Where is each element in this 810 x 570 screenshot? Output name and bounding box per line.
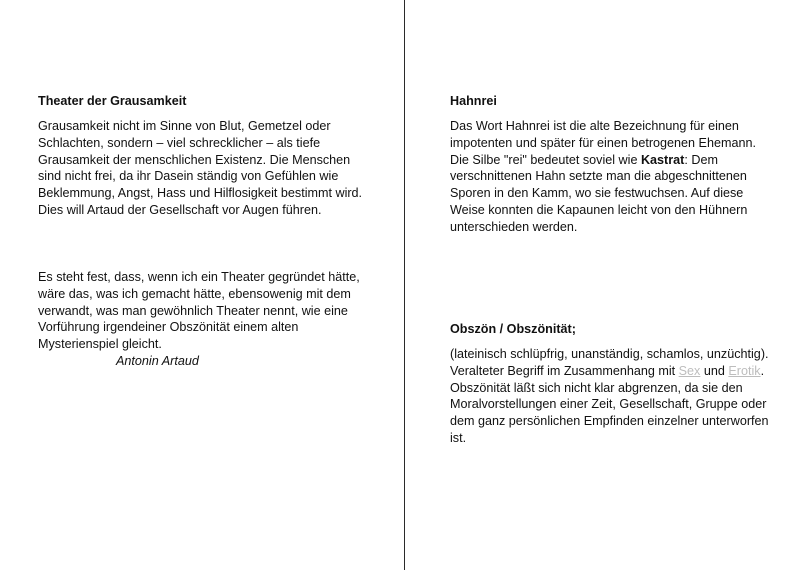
kastrat-keyword: Kastrat bbox=[640, 152, 685, 167]
erotik-link[interactable]: Erotik bbox=[728, 363, 761, 378]
obszoen-text-2: . Obszönität läßt sich nicht klar abgrenzen, da sie den Moralvorstellungen einer Zeit, Gesellschaft, Gruppe oder dem ganz persönlichen Empfinden einzelner unterworfen ist. bbox=[450, 363, 769, 445]
hahnrei-text-1: Das Wort Hahnrei ist die alte Bezeichnung für einen impotenten und später für einen betrogenen Ehemann. Die Silbe "rei" bedeutet soviel wie bbox=[450, 119, 756, 167]
hahnrei-paragraph bbox=[450, 118, 775, 236]
left-column bbox=[38, 0, 373, 570]
obszoen-text-1: (lateinisch schlüpfrig, unanständig, schamlos, unzüchtig). Veralteter Begriff im Zusammenhang mit bbox=[450, 347, 769, 378]
quote-block bbox=[38, 269, 373, 370]
sex-link[interactable]: Sex bbox=[678, 363, 701, 378]
obszoen-heading: Obszön / Obszönität; bbox=[450, 322, 576, 336]
hahnrei-heading: Hahnrei bbox=[450, 94, 497, 108]
left-heading: Theater der Grausamkeit bbox=[38, 94, 187, 108]
quote-author: Antonin Artaud bbox=[116, 353, 199, 368]
hahnrei-text-2: : Dem verschnittenen Hahn setzte man die abgeschnittenen Sporen in den Kamm, wo sie festwuchsen. Auf diese Weise konnten die Kapaunen leicht von den Hühnern unterschieden werden. bbox=[450, 152, 748, 234]
obszoen-text-mid: und bbox=[700, 363, 729, 378]
quote-text: Es steht fest, dass, wenn ich ein Theater gegründet hätte, wäre das, was ich gemacht hätte, ebensowenig mit dem verwandt, was man gewöhnlich Theater nennt, wie eine Vorführung irgendeiner Obszönität einem alten Mysterienspiel gleicht. bbox=[38, 270, 360, 352]
right-column bbox=[450, 0, 775, 570]
column-divider bbox=[404, 0, 405, 570]
obszoen-paragraph bbox=[450, 346, 775, 447]
left-paragraph: Grausamkeit nicht im Sinne von Blut, Gemetzel oder Schlachten, sondern – viel schrecklicher – als tiefe Grausamkeit der menschlichen Existenz. Die Menschen sind nicht frei, da ihr Dasein ständig von Gefühlen wie Beklemmung, Angst, Hass und Hilflosigkeit bestimmt wird. Dies will Artaud der Gesellschaft vor Augen führen. bbox=[38, 119, 363, 217]
